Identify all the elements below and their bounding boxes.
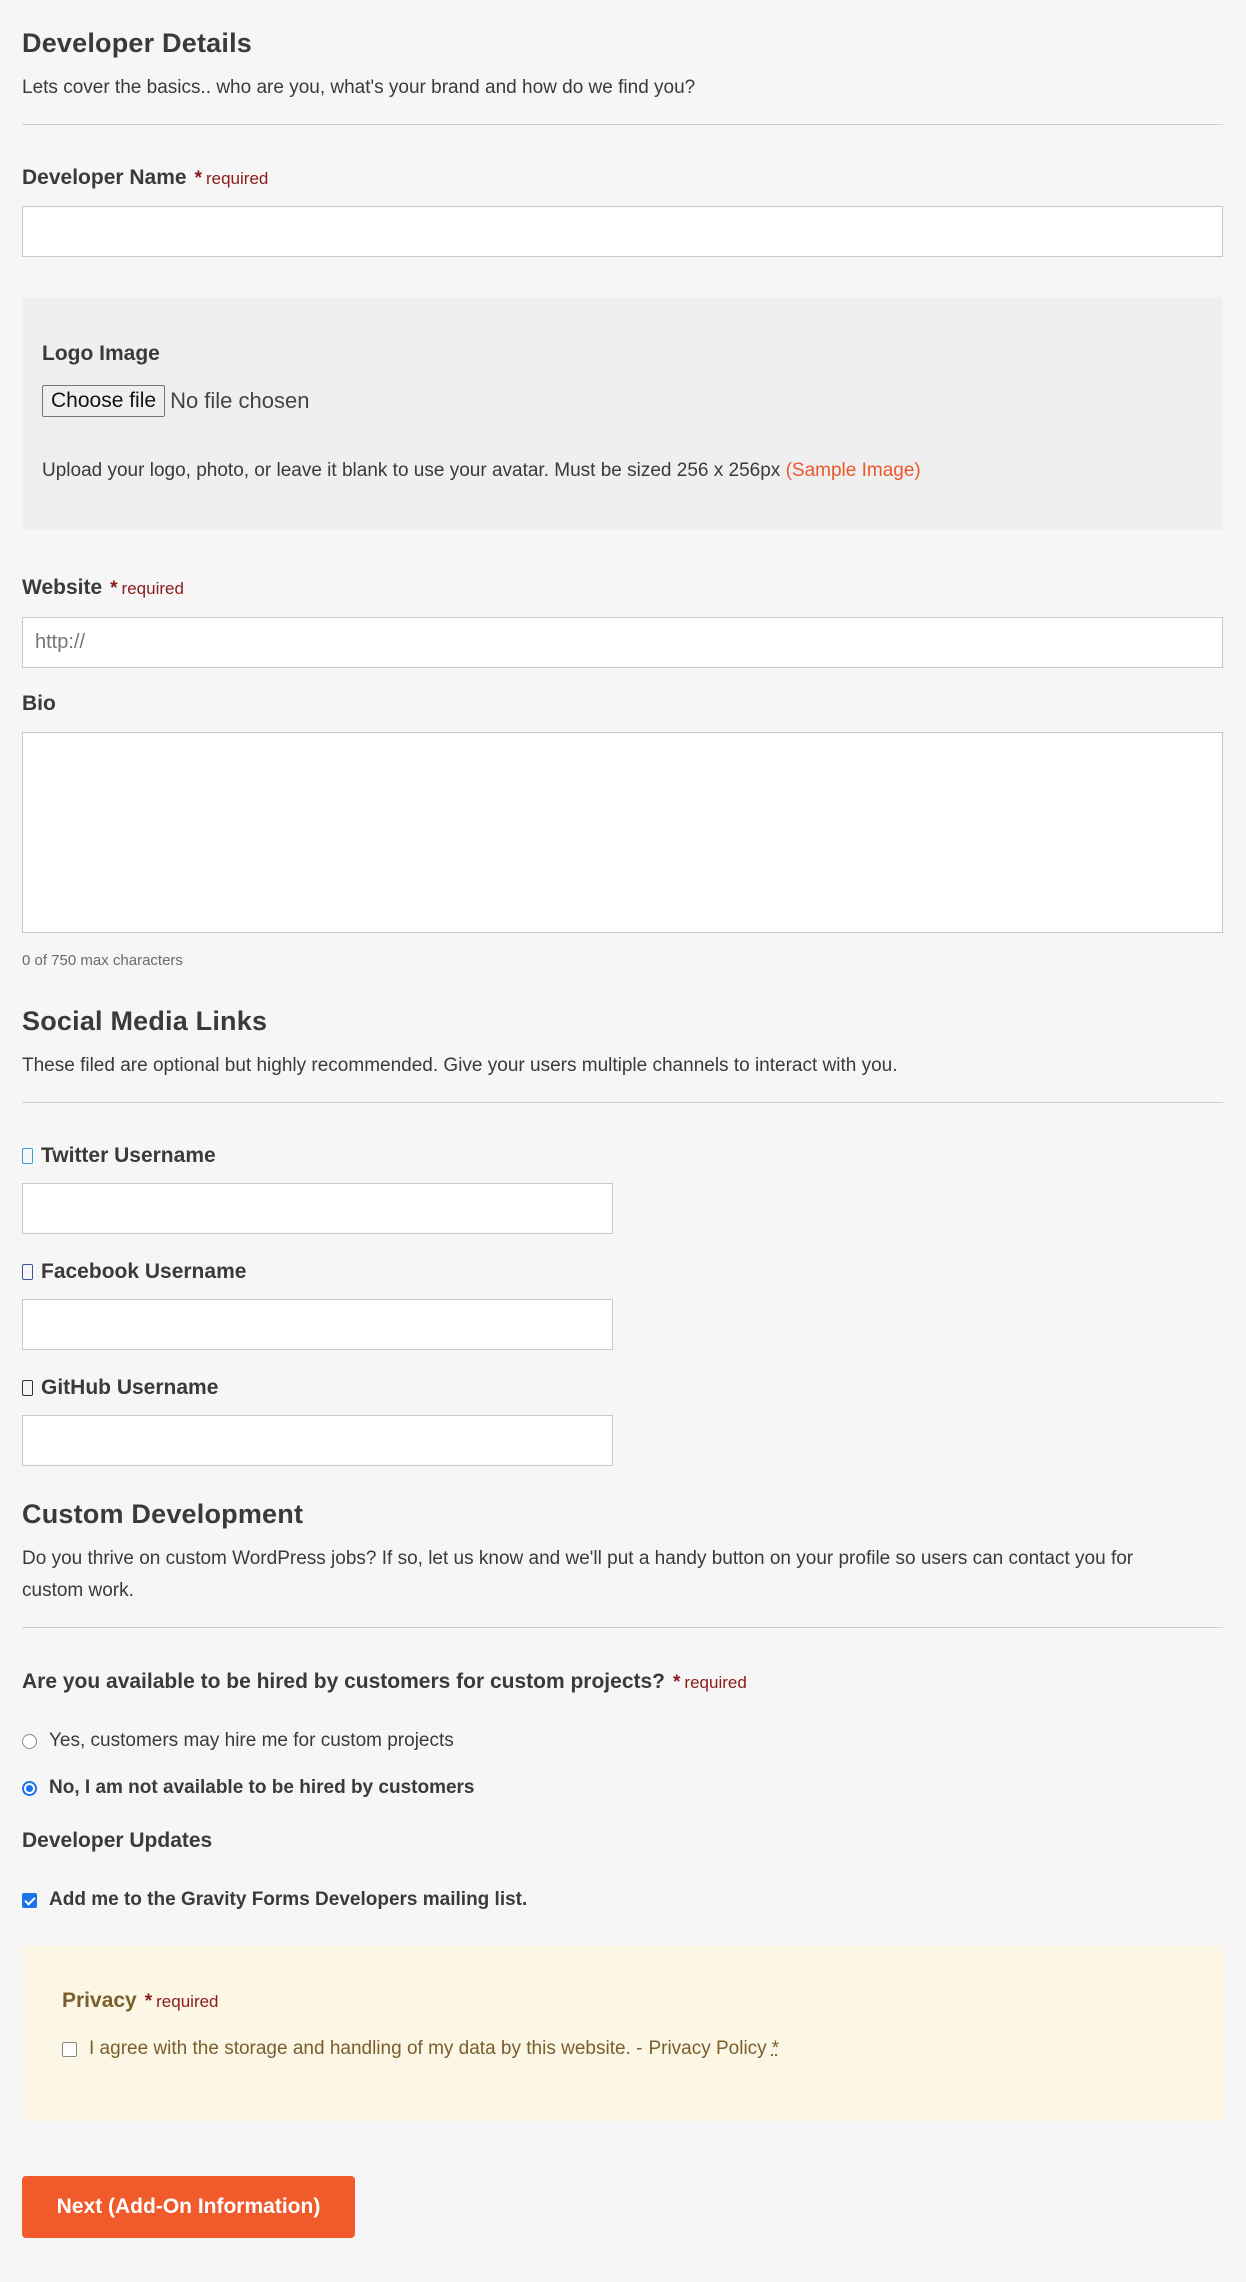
developer-name-label: Developer Name * required — [22, 166, 269, 189]
github-username-input[interactable] — [22, 1415, 613, 1466]
required-text: required — [156, 1992, 219, 2011]
facebook-username-input[interactable] — [22, 1299, 613, 1350]
logo-file-picker — [42, 385, 309, 417]
facebook-icon — [22, 1264, 33, 1280]
required-star: * — [194, 168, 202, 189]
radio-yes[interactable] — [22, 1734, 37, 1749]
required-text: required — [121, 579, 184, 598]
developer-updates-heading: Developer Updates — [22, 1829, 213, 1852]
hire-option-no[interactable] — [22, 1777, 475, 1799]
social-media-heading: Social Media Links — [22, 1006, 268, 1036]
twitter-username-input[interactable] — [22, 1183, 613, 1234]
hire-option-yes-label: Yes, customers may hire me for custom projects — [49, 1730, 454, 1751]
mailing-list-label: Add me to the Gravity Forms Developers mailing list. — [49, 1889, 528, 1910]
radio-no[interactable] — [22, 1781, 37, 1796]
privacy-consent-option[interactable] — [62, 2038, 779, 2060]
required-text: required — [684, 1673, 747, 1692]
required-star: * — [673, 1672, 681, 1693]
github-label: GitHub Username — [22, 1376, 218, 1400]
bio-character-counter: 0 of 750 max characters — [22, 952, 183, 969]
next-button[interactable]: Next (Add-On Information) — [22, 2176, 355, 2238]
facebook-label: Facebook Username — [22, 1260, 246, 1284]
bio-textarea[interactable] — [22, 732, 1223, 933]
privacy-checkbox[interactable] — [62, 2042, 77, 2057]
privacy-policy-star: * — [771, 2038, 780, 2059]
privacy-agree-text: I agree with the storage and handling of my data by this website. - — [89, 2038, 643, 2059]
choose-file-button[interactable]: Choose file — [42, 385, 165, 417]
privacy-policy-link[interactable]: Privacy Policy — [648, 2038, 767, 2059]
mailing-list-option[interactable] — [22, 1889, 527, 1911]
section-divider — [22, 124, 1223, 125]
website-input[interactable] — [22, 617, 1223, 668]
logo-image-label: Logo Image — [42, 342, 160, 365]
logo-help-text: Upload your logo, photo, or leave it blank to use your avatar. Must be sized 256 x 256px (Sample Image) — [42, 460, 921, 481]
required-star: * — [144, 1991, 153, 2012]
custom-development-heading: Custom Development — [22, 1499, 304, 1529]
privacy-label: Privacy * required — [62, 1989, 219, 2012]
hire-question-label: Are you available to be hired by customers for custom projects? * required — [22, 1670, 747, 1693]
custom-development-description-line1: Do you thrive on custom WordPress jobs? If so, let us know and we'll put a handy button on your profile so users can contact you for — [22, 1548, 1134, 1569]
section-divider — [22, 1627, 1223, 1628]
developer-details-heading: Developer Details — [22, 28, 252, 58]
required-text: required — [205, 169, 269, 188]
github-icon — [22, 1380, 33, 1396]
website-label: Website * required — [22, 576, 184, 599]
required-star: * — [110, 578, 118, 599]
privacy-section — [22, 1946, 1223, 2121]
twitter-label: Twitter Username — [22, 1144, 216, 1168]
custom-development-description-line2: custom work. — [22, 1580, 134, 1601]
section-divider — [22, 1102, 1223, 1103]
hire-option-no-label: No, I am not available to be hired by customers — [49, 1777, 475, 1798]
logo-image-section — [22, 297, 1223, 530]
developer-details-description: Lets cover the basics.. who are you, what's your brand and how do we find you? — [22, 77, 696, 98]
mailing-list-checkbox[interactable] — [22, 1893, 37, 1908]
hire-option-yes[interactable] — [22, 1730, 454, 1752]
social-media-description: These filed are optional but highly recommended. Give your users multiple channels to interact with you. — [22, 1055, 898, 1076]
developer-name-input[interactable] — [22, 206, 1223, 257]
sample-image-link[interactable]: (Sample Image) — [785, 460, 921, 481]
no-file-chosen: No file chosen — [170, 388, 310, 413]
bio-label: Bio — [22, 692, 56, 715]
twitter-icon — [22, 1148, 33, 1164]
